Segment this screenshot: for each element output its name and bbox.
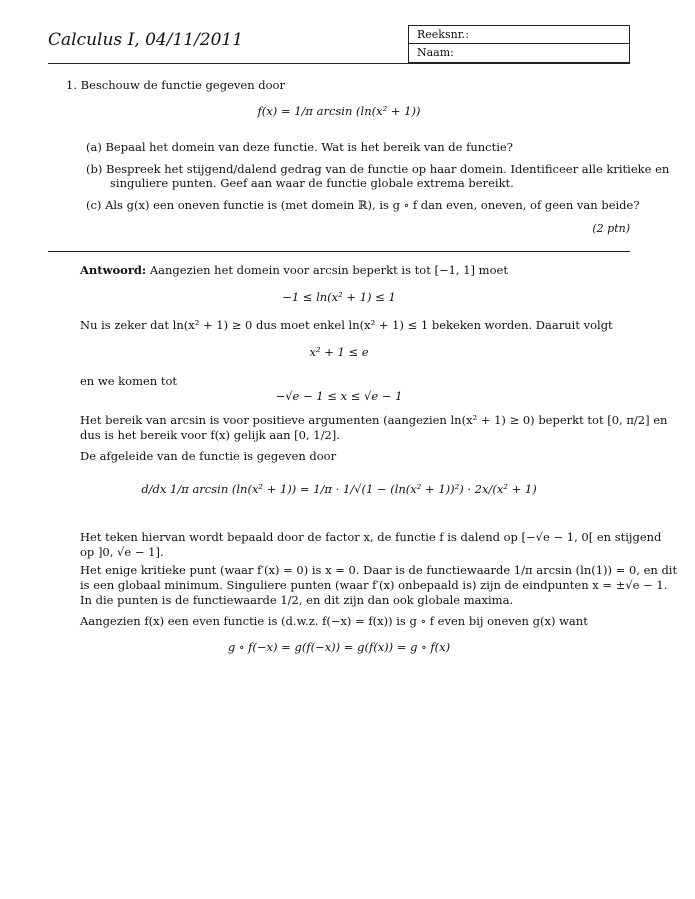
points-label: (2 ptn): [592, 222, 630, 235]
equation-2: x² + 1 ≤ e: [309, 345, 369, 359]
answer-text-2: Nu is zeker dat ln(x² + 1) ≥ 0 dus moet enkel ln(x² + 1) ≤ 1 bekeken worden. Daaruit volgt: [80, 318, 613, 332]
answer-text-4b: dus is het bereik voor f(x) gelijk aan [0, 1/2].: [80, 428, 340, 442]
header-divider: [48, 63, 630, 64]
equation-4-rhs: 1/π · 1/√(1 − (ln(x² + 1))²) · 2x/(x² + 1): [313, 482, 537, 496]
answer-text-7b: is een globaal minimum. Singuliere punten (waar f′(x) onbepaald is) zijn de eindpunten x = ±√e − 1.: [80, 578, 668, 592]
question-part-c: (c) Als g(x) een oneven functie is (met domein ℝ), is g ∘ f dan even, oneven, of geen van beide?: [86, 198, 640, 212]
answer-label: Antwoord:: [80, 263, 147, 277]
equation-5: g ∘ f(−x) = g(f(−x)) = g(f(x)) = g ∘ f(x): [227, 640, 451, 654]
reeksnr-label: Reeksnr.:: [409, 26, 629, 44]
equation-1: −1 ≤ ln(x² + 1) ≤ 1: [282, 290, 396, 304]
answer-text-6a: Het teken hiervan wordt bepaald door de factor x, de functie f is dalend op [−√e − 1, 0[ en stijgend: [80, 530, 662, 544]
answer-paragraph-1: [80, 263, 508, 278]
answer-text-7c: In die punten is de functiewaarde 1/2, en dit zijn dan ook globale maxima.: [80, 593, 514, 607]
answer-text-7a: Het enige kritieke punt (waar f′(x) = 0) is x = 0. Daar is de functiewaarde 1/π arcsin (ln(1)) = 0, en dit: [80, 563, 678, 577]
answer-text-5: De afgeleide van de functie is gegeven door: [80, 449, 337, 463]
answer-text-6b: op ]0, √e − 1].: [80, 545, 164, 559]
question-part-a: (a) Bepaal het domein van deze functie. Wat is het bereik van de functie?: [86, 140, 513, 154]
question-intro: 1. Beschouw de functie gegeven door: [66, 78, 285, 92]
naam-label: Naam:: [417, 46, 454, 59]
student-info-box: [408, 25, 630, 63]
answer-text-3: en we komen tot: [80, 374, 178, 388]
answer-text-8: Aangezien f(x) een even functie is (d.w.z. f(−x) = f(x)) is g ∘ f even bij oneven g(x) want: [80, 614, 588, 628]
function-formula: f(x) = 1/π arcsin (ln(x² + 1)): [257, 104, 421, 118]
answer-text-4a: Het bereik van arcsin is voor positieve argumenten (aangezien ln(x² + 1) ≥ 0) beperkt tot [0, π/2] en: [80, 413, 668, 427]
equation-4-lhs: d/dx 1/π arcsin (ln(x² + 1)) =: [141, 482, 310, 496]
equation-3: −√e − 1 ≤ x ≤ √e − 1: [275, 389, 403, 403]
answer-text-1: Aangezien het domein voor arcsin beperkt is tot [−1, 1] moet: [149, 263, 508, 277]
question-part-b-cont: singuliere punten. Geef aan waar de functie globale extrema bereikt.: [110, 176, 514, 190]
equation-4: [48, 482, 630, 497]
question-part-b: (b) Bespreek het stijgend/dalend gedrag van de functie op haar domein. Identificeer alle kritieke en: [86, 162, 670, 176]
page-title: Calculus I, 04/11/2011: [48, 30, 244, 50]
answer-divider: [48, 251, 630, 252]
